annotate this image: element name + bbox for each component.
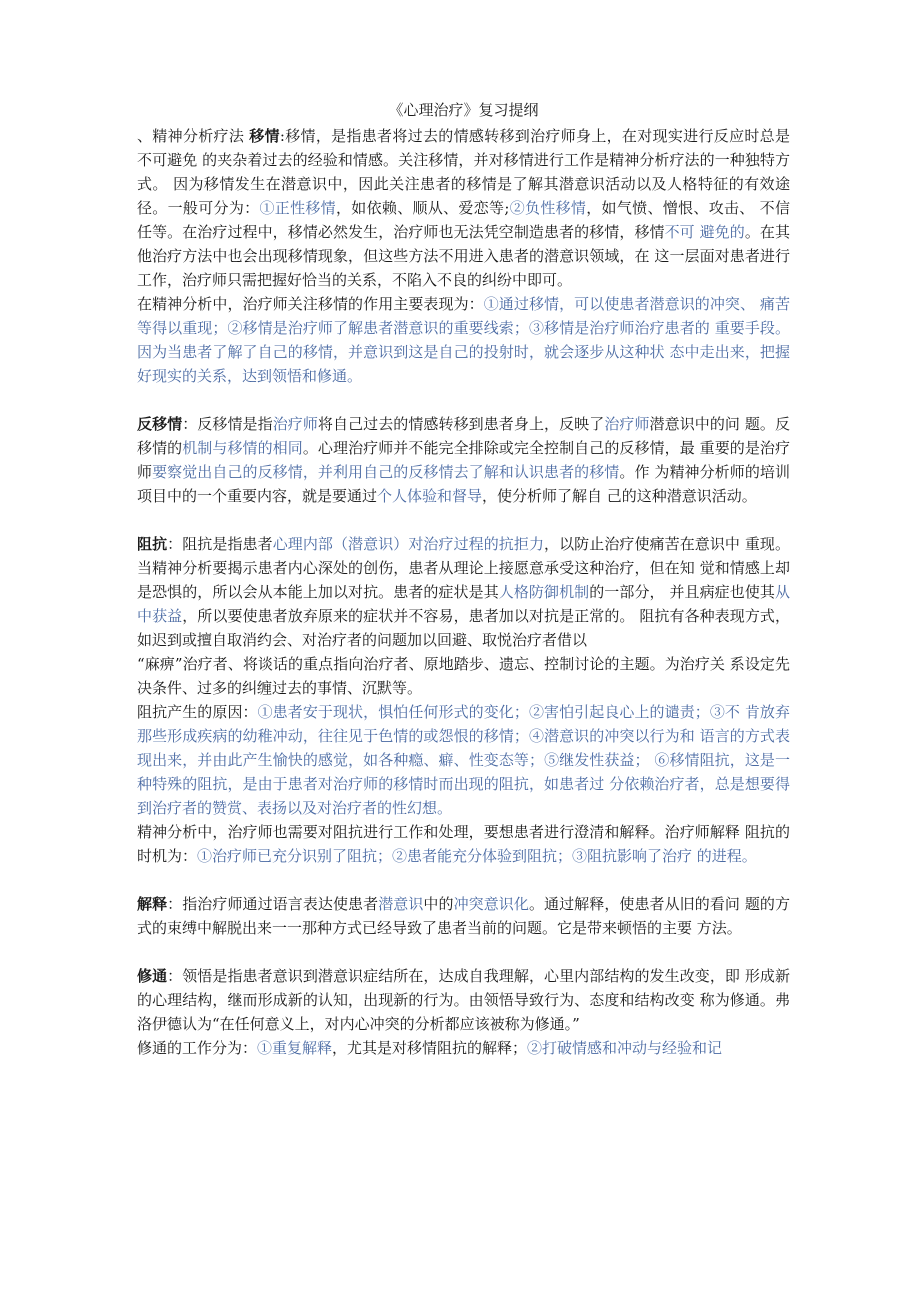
body-text: ，使分析师了解自 己的这种潜意识活动。 [482, 487, 757, 505]
section-transference [137, 124, 790, 388]
highlighted-text: ②负性移情 [509, 199, 587, 217]
highlighted-text: 机制与移情的相同 [182, 439, 303, 457]
paragraph [137, 820, 790, 868]
highlighted-text: 个人体验和督导 [377, 487, 483, 505]
paragraph [137, 700, 790, 820]
section-working-through [137, 964, 790, 1060]
highlighted-text: 心理内部（潜意识）对治疗过程的抗拒力 [272, 535, 545, 553]
highlighted-text: 人格防御机制 [498, 583, 590, 601]
highlighted-text: ①重复解释 [257, 1039, 333, 1057]
body-text: ：领悟是指患者意识到潜意识症结所在，达成自我理解，心里内部结构的发生改变，即 形成新的心理结构，继而形成新的认知，出现新的行为。由领悟导致行为、态度和结构改变 称为修通。弗洛伊德认为“在任何意义上，对内心冲突的分析都应该被称为修通。” [137, 967, 790, 1033]
highlighted-text: 治疗师 [272, 415, 318, 433]
body-text: “麻痹”治疗者、将谈话的重点指向治疗者、原地踏步、遗忘、控制讨论的主题。为治疗关 系设定先决条件、过多的纠缠过去的事情、沉默等。 [137, 655, 790, 697]
body-text: 、精神分析疗法 [137, 127, 250, 145]
paragraph [137, 652, 790, 700]
paragraph [137, 292, 790, 388]
section-interpretation [137, 892, 790, 940]
body-text: ，尤其是对移情阻抗的解释； [332, 1039, 528, 1057]
document-title: 《心理治疗》复习提纲 [388, 101, 539, 119]
highlighted-text: 潜意识 [378, 895, 424, 913]
highlighted-text: 治疗师 [604, 415, 650, 433]
body-text: ：阻抗是指患者 [167, 535, 273, 553]
term-heading: 移情 [249, 127, 280, 145]
body-text: ，以防止治疗使痛苦在意识中 重现。当精神分析要揭示患者内心深处的创伤，患者从理论上接愿意承受这种治疗，但在知 觉和情感上却是恐惧的，所以会从本能上加以对抗。患者的症状是其 [137, 535, 790, 601]
term-heading: 解释 [137, 895, 168, 913]
term-heading: 修通 [137, 967, 168, 985]
paragraph [137, 1036, 790, 1060]
body-text: 。心理治疗师并不能完全排除或完全控制自己的反移情，最 重要的是治疗师 [137, 439, 790, 481]
highlighted-text: 要察觉出自己的反移情，并利用自己的反移情去了解和认识患者的移情 [152, 463, 620, 481]
body-text: 。通过解释，使患者从旧的看问 题的方式的束缚中解脱出来一一那种方式已经导致了患者当前的问题。它是带来顿悟的主要 方法。 [137, 895, 790, 937]
section-gap [137, 388, 790, 412]
body-text: 。作 为精神分析师的培训项目中的一个重要内容，就是要通过 [137, 463, 790, 505]
section-resistance [137, 532, 790, 868]
section-gap [137, 868, 790, 892]
body-text: ：反移情是指 [182, 415, 273, 433]
highlighted-text: ①治疗师已充分识别了阻抗；②患者能充分体验到阻抗；③阻抗影响了治疗 的进程。 [197, 847, 757, 865]
highlighted-text: 不可 避免的 [664, 223, 745, 241]
body-text: 修通的工作分为： [137, 1039, 258, 1057]
body-text: 。在其他治疗方法中也会出现移情现象，但这些方法不用进入患者的潜意识领域，在 这一层面对患者进行工作，治疗师只需把握好恰当的关系，不陷入不良的纠纷中即可。 [137, 223, 790, 289]
body-text: ，如气愤、憎恨、攻击、 不信任等。在治疗过程中，移情必然发生，治疗师也无法凭空制造患者的移情，移情 [137, 199, 790, 241]
highlighted-text: ①通过移情，可以使患者潜意识的冲突、 痛苦等得以重现；②移情是治疗师了解患者潜意识的重要线索；③移情是治疗师治疗患者的 重要手段。因为当患者了解了自己的移情，并意识到这是自己的投射时，就会逐步从这种状 态中走出来，把握好现实的关系，达到领悟和修通。 [137, 295, 790, 385]
body-text: 的一部分， 并且病症也使其 [589, 583, 775, 601]
paragraph [137, 412, 790, 508]
body-text: ，所以要使患者放弃原来的症状并不容易，患者加以对抗是正常的。 阻抗有各种表现方式，如迟到或擅自取消约会、对治疗者的问题加以回避、取悦治疗者借以 [137, 607, 790, 649]
body-text: 在精神分析中，治疗师关注移情的作用主要表现为： [137, 295, 484, 313]
term-heading: 反移情 [137, 415, 183, 433]
paragraph [137, 964, 790, 1036]
section-gap [137, 940, 790, 964]
body-text: 将自己过去的情感转移到患者身上，反映了 [317, 415, 605, 433]
highlighted-text: ②打破情感和冲动与经验和记 [527, 1039, 723, 1057]
highlighted-text: ①患者安于现状，惧怕任何形式的变化；②害怕引起良心上的谴责；③不 肯放弃那些形成疾病的幼稚冲动，往往见于色情的或怨恨的移情；④潜意识的冲突以行为和 语言的方式表现出来，并由此产生愉快的感觉，如各种瘾、癖、性变态等；⑤继发性获益； ⑥移情阻抗，这是一种特殊的阻抗，是由于患者对治疗师的移情时而出现的阻抗，如患者过 分依赖治疗者，总是想要得到治疗者的赞赏、表扬以及对治疗者的性幻想。 [137, 703, 790, 817]
body-text: 潜意识中的问 题。反移情的 [137, 415, 790, 457]
body-text: 精神分析中，治疗师也需要对阻抗进行工作和处理，要想患者进行澄清和解释。治疗师解释 阻抗的时机为： [137, 823, 790, 865]
section-countertransference [137, 412, 790, 508]
highlighted-text: 从中获益 [137, 583, 790, 625]
paragraph [137, 892, 790, 940]
section-gap [137, 508, 790, 532]
term-heading: 阻抗 [137, 535, 168, 553]
body-text: ：指治疗师通过语言表达使患者 [167, 895, 379, 913]
body-text: 阻抗产生的原因： [137, 703, 258, 721]
highlighted-text: ①正性移情 [259, 199, 336, 217]
paragraph [137, 532, 790, 652]
highlighted-text: 冲突意识化 [453, 895, 529, 913]
paragraph [137, 124, 790, 292]
body-text: ，如依赖、顺从、爱恋等; [335, 199, 510, 217]
body-text: 中的 [423, 895, 454, 913]
body-text: :移情，是指患者将过去的情感转移到治疗师身上，在对现实进行反应时总是不可避免 的夹杂着过去的经验和情感。关注移情，并对移情进行工作是精神分析疗法的一种独特方式。 因为移情发生在潜意识中，因此关注患者的移情是了解其潜意识活动以及人格特征的有效途 径。一般可分为： [137, 127, 790, 217]
document-body [137, 124, 790, 1060]
